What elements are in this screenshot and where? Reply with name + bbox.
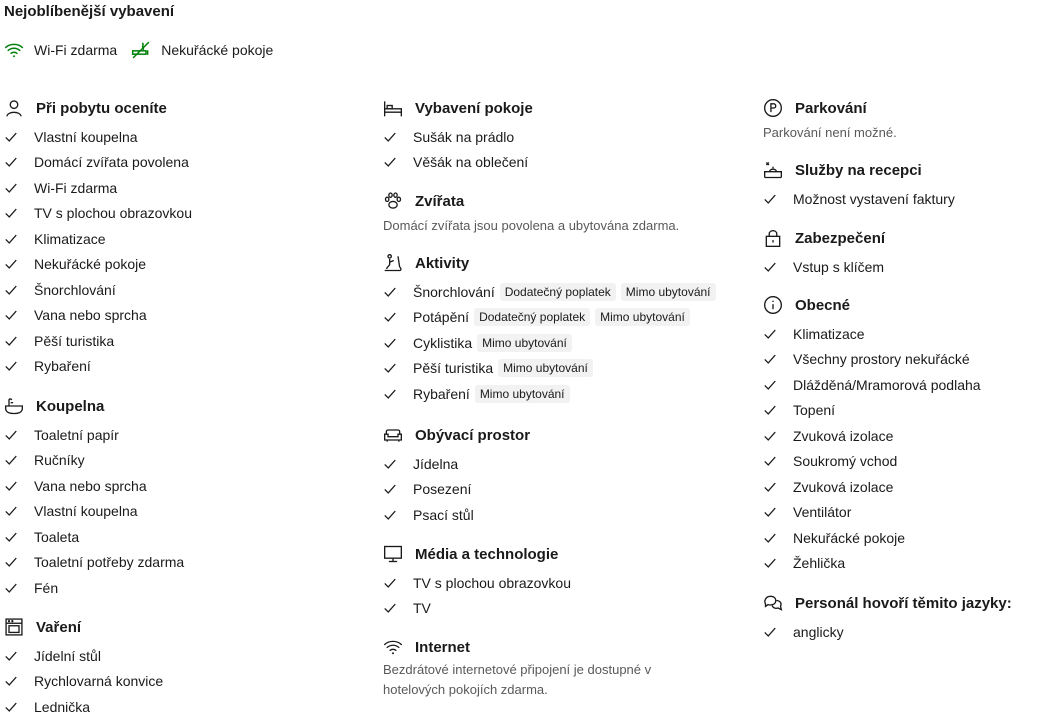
list-item — [4, 150, 364, 176]
favorite-label: Wi-Fi zdarma — [34, 42, 118, 58]
item-label: Šnorchlování — [413, 283, 495, 300]
checkmark-icon — [763, 555, 779, 571]
checkmark-icon — [383, 600, 399, 616]
checkmark-icon — [383, 335, 399, 351]
item-label: Wi-Fi zdarma — [34, 179, 118, 196]
checkmark-icon — [383, 386, 399, 402]
item-label: Toaletní papír — [34, 426, 119, 443]
wifi-icon — [383, 637, 403, 657]
section-title: Zabezpečení — [795, 229, 886, 247]
checkmark-icon — [4, 307, 20, 323]
list-item — [763, 449, 1050, 475]
checkmark-icon — [383, 129, 399, 145]
item-label: Sušák na prádlo — [413, 128, 515, 145]
checkmark-icon — [4, 580, 20, 596]
section-title: Koupelna — [36, 397, 105, 415]
section-parking — [763, 97, 1050, 143]
list-item — [4, 524, 364, 550]
section-header — [383, 252, 743, 274]
item-label: Nekuřácké pokoje — [793, 529, 906, 546]
checkmark-icon — [4, 648, 20, 664]
item-label: Nekuřácké pokoje — [34, 256, 147, 273]
section-title: Vybavení pokoje — [415, 99, 533, 117]
item-label: Vlastní koupelna — [34, 128, 138, 145]
list-item — [383, 570, 743, 596]
list-item — [383, 305, 743, 331]
favorite-non-smoking — [131, 40, 273, 60]
checkmark-icon — [763, 453, 779, 469]
section-title: Obývací prostor — [415, 426, 531, 444]
section-title: Média a technologie — [415, 545, 559, 563]
description-line: Bezdrátové internetové připojení je dostupné v — [383, 662, 652, 677]
monitor-icon — [383, 544, 403, 564]
list-item — [4, 499, 364, 525]
description-line: hotelových pokojích zdarma. — [383, 682, 548, 697]
checkmark-icon — [4, 231, 20, 247]
off-site-badge: Mimo ubytování — [475, 385, 570, 403]
section-header — [763, 592, 1050, 614]
list-item — [383, 477, 743, 503]
off-site-badge: Mimo ubytování — [621, 283, 716, 301]
item-label: Jídelna — [413, 455, 459, 472]
list-item — [763, 321, 1050, 347]
item-label: Ručníky — [34, 452, 85, 469]
checkmark-icon — [383, 309, 399, 325]
checkmark-icon — [383, 154, 399, 170]
section-header — [383, 97, 743, 119]
section-title: Parkování — [795, 99, 867, 117]
item-label: Pěší turistika — [413, 360, 494, 377]
section-header — [383, 636, 743, 658]
list-item — [4, 643, 364, 669]
checkmark-icon — [763, 351, 779, 367]
section-description: Parkování není možné. — [763, 125, 897, 140]
list-item — [4, 175, 364, 201]
checkmark-icon — [4, 452, 20, 468]
section-header — [4, 616, 364, 638]
item-label: Vlastní koupelna — [34, 503, 138, 520]
no-smoking-icon — [131, 40, 151, 60]
checkmark-icon — [383, 481, 399, 497]
checkmark-icon — [763, 479, 779, 495]
wifi-icon — [4, 40, 24, 60]
list-item — [4, 277, 364, 303]
checkmark-icon — [763, 377, 779, 393]
checkmark-icon — [763, 530, 779, 546]
item-label: Lednička — [34, 698, 91, 715]
item-label: TV s plochou obrazovkou — [34, 205, 192, 222]
section-header — [383, 424, 743, 446]
item-label: Žehlička — [793, 555, 846, 572]
checkmark-icon — [4, 699, 20, 715]
checkmark-icon — [4, 478, 20, 494]
item-label: TV — [413, 600, 431, 617]
section-internet — [383, 636, 743, 700]
off-site-badge: Mimo ubytování — [498, 359, 593, 377]
checkmark-icon — [383, 360, 399, 376]
section-title: Internet — [415, 638, 471, 656]
section-media — [383, 543, 743, 621]
item-label: Rybaření — [413, 385, 470, 402]
list-item — [383, 596, 743, 622]
off-site-badge: Mimo ubytování — [477, 334, 572, 352]
item-label: Vstup s klíčem — [793, 258, 885, 275]
list-item — [4, 669, 364, 695]
section-bathroom — [4, 395, 364, 601]
list-item — [4, 550, 364, 576]
item-label: Pěší turistika — [34, 332, 115, 349]
checkmark-icon — [383, 575, 399, 591]
item-label: Vana nebo sprcha — [34, 307, 147, 324]
off-site-badge: Mimo ubytování — [595, 308, 690, 326]
item-label: Rychlovarná konvice — [34, 673, 164, 690]
section-title: Personál hovoří těmito jazyky: — [795, 594, 1012, 612]
item-label: Rybaření — [34, 358, 91, 375]
section-header — [383, 190, 743, 212]
item-label: Potápění — [413, 309, 470, 326]
list-item — [4, 328, 364, 354]
list-item — [383, 124, 743, 150]
checkmark-icon — [4, 358, 20, 374]
section-header — [763, 294, 1050, 316]
item-label: Cyklistika — [413, 334, 473, 351]
item-label: Věšák na oblečení — [413, 154, 529, 171]
item-label: Vana nebo sprcha — [34, 477, 147, 494]
favorite-label: Nekuřácké pokoje — [161, 42, 274, 58]
list-item — [763, 398, 1050, 424]
paw-icon — [383, 191, 403, 211]
section-header — [4, 97, 364, 119]
speech-bubbles-icon — [763, 593, 783, 613]
checkmark-icon — [763, 259, 779, 275]
section-cooking — [4, 616, 364, 720]
extra-fee-badge: Dodatečný poplatek — [474, 308, 590, 326]
list-item — [383, 381, 743, 407]
section-header — [763, 97, 1050, 119]
section-stay — [4, 97, 364, 379]
section-description — [383, 660, 743, 700]
item-label: Klimatizace — [34, 230, 106, 247]
checkmark-icon — [763, 326, 779, 342]
checkmark-icon — [383, 507, 399, 523]
section-title: Služby na recepci — [795, 161, 922, 179]
checkmark-icon — [4, 529, 20, 545]
list-item — [383, 356, 743, 382]
item-label: Soukromý vchod — [793, 453, 898, 470]
list-item — [763, 423, 1050, 449]
item-label: Psací stůl — [413, 506, 474, 523]
section-room-amenities — [383, 97, 743, 175]
checkmark-icon — [4, 554, 20, 570]
list-item — [4, 473, 364, 499]
checkmark-icon — [4, 256, 20, 272]
section-languages — [763, 592, 1050, 645]
list-item — [763, 619, 1050, 645]
list-item — [383, 150, 743, 176]
info-icon — [763, 295, 783, 315]
checkmark-icon — [383, 284, 399, 300]
checkmark-icon — [4, 154, 20, 170]
list-item — [4, 694, 364, 720]
section-title: Vaření — [36, 618, 82, 636]
list-item — [763, 372, 1050, 398]
list-item — [763, 474, 1050, 500]
list-item — [763, 254, 1050, 280]
bed-icon — [383, 98, 403, 118]
list-item — [763, 500, 1050, 526]
item-label: Toaleta — [34, 528, 80, 545]
list-item — [4, 226, 364, 252]
reception-bell-icon — [763, 160, 783, 180]
section-title: Obecné — [795, 296, 851, 314]
person-icon — [4, 98, 24, 118]
section-title: Aktivity — [415, 254, 470, 272]
lock-icon — [763, 228, 783, 248]
item-label: Domácí zvířata povolena — [34, 154, 189, 171]
item-label: Zvuková izolace — [793, 427, 894, 444]
list-item — [4, 252, 364, 278]
list-item — [4, 448, 364, 474]
section-activities — [383, 252, 743, 407]
item-label: TV s plochou obrazovkou — [413, 574, 571, 591]
list-item — [763, 525, 1050, 551]
favorite-wifi — [4, 40, 117, 60]
checkmark-icon — [763, 191, 779, 207]
checkmark-icon — [4, 333, 20, 349]
section-living-area — [383, 424, 743, 528]
section-reception — [763, 159, 1050, 212]
sofa-icon — [383, 425, 403, 445]
list-item — [4, 575, 364, 601]
item-label: Možnost vystavení faktury — [793, 190, 955, 207]
list-item — [4, 354, 364, 380]
item-label: Zvuková izolace — [793, 478, 894, 495]
bathtub-icon — [4, 396, 24, 416]
checkmark-icon — [4, 427, 20, 443]
list-item — [4, 303, 364, 329]
oven-icon — [4, 617, 24, 637]
item-label: Dlážděná/Mramorová podlaha — [793, 376, 981, 393]
section-pets — [383, 190, 743, 236]
list-item — [763, 186, 1050, 212]
checkmark-icon — [4, 205, 20, 221]
list-item — [4, 422, 364, 448]
section-header — [4, 395, 364, 417]
section-general — [763, 294, 1050, 576]
item-label: Ventilátor — [793, 504, 852, 521]
item-label: Šnorchlování — [34, 281, 116, 298]
popular-facilities-list — [4, 38, 287, 62]
parking-icon — [763, 98, 783, 118]
section-description: Domácí zvířata jsou povolena a ubytována zdarma. — [383, 218, 680, 233]
list-item — [4, 201, 364, 227]
activity-icon — [383, 253, 403, 273]
item-label: Topení — [793, 402, 836, 419]
checkmark-icon — [4, 282, 20, 298]
item-label: Toaletní potřeby zdarma — [34, 554, 185, 571]
list-item — [383, 279, 743, 305]
checkmark-icon — [4, 503, 20, 519]
list-item — [763, 551, 1050, 577]
checkmark-icon — [4, 129, 20, 145]
item-label: Klimatizace — [793, 325, 865, 342]
list-item — [763, 347, 1050, 373]
section-title: Při pobytu oceníte — [36, 99, 167, 117]
checkmark-icon — [4, 673, 20, 689]
item-label: Fén — [34, 579, 59, 596]
list-item — [383, 451, 743, 477]
section-header — [383, 543, 743, 565]
item-label: Posezení — [413, 481, 472, 498]
item-label: anglicky — [793, 623, 844, 640]
checkmark-icon — [763, 402, 779, 418]
checkmark-icon — [4, 180, 20, 196]
section-security — [763, 227, 1050, 280]
popular-facilities-title: Nejoblíbenější vybavení — [4, 3, 175, 20]
checkmark-icon — [763, 624, 779, 640]
section-header — [763, 227, 1050, 249]
item-label: Všechny prostory nekuřácké — [793, 351, 970, 368]
list-item — [383, 330, 743, 356]
section-title: Zvířata — [415, 192, 465, 210]
checkmark-icon — [763, 428, 779, 444]
list-item — [4, 124, 364, 150]
item-label: Jídelní stůl — [34, 647, 101, 664]
extra-fee-badge: Dodatečný poplatek — [500, 283, 616, 301]
list-item — [383, 502, 743, 528]
section-header — [763, 159, 1050, 181]
checkmark-icon — [383, 456, 399, 472]
checkmark-icon — [763, 504, 779, 520]
